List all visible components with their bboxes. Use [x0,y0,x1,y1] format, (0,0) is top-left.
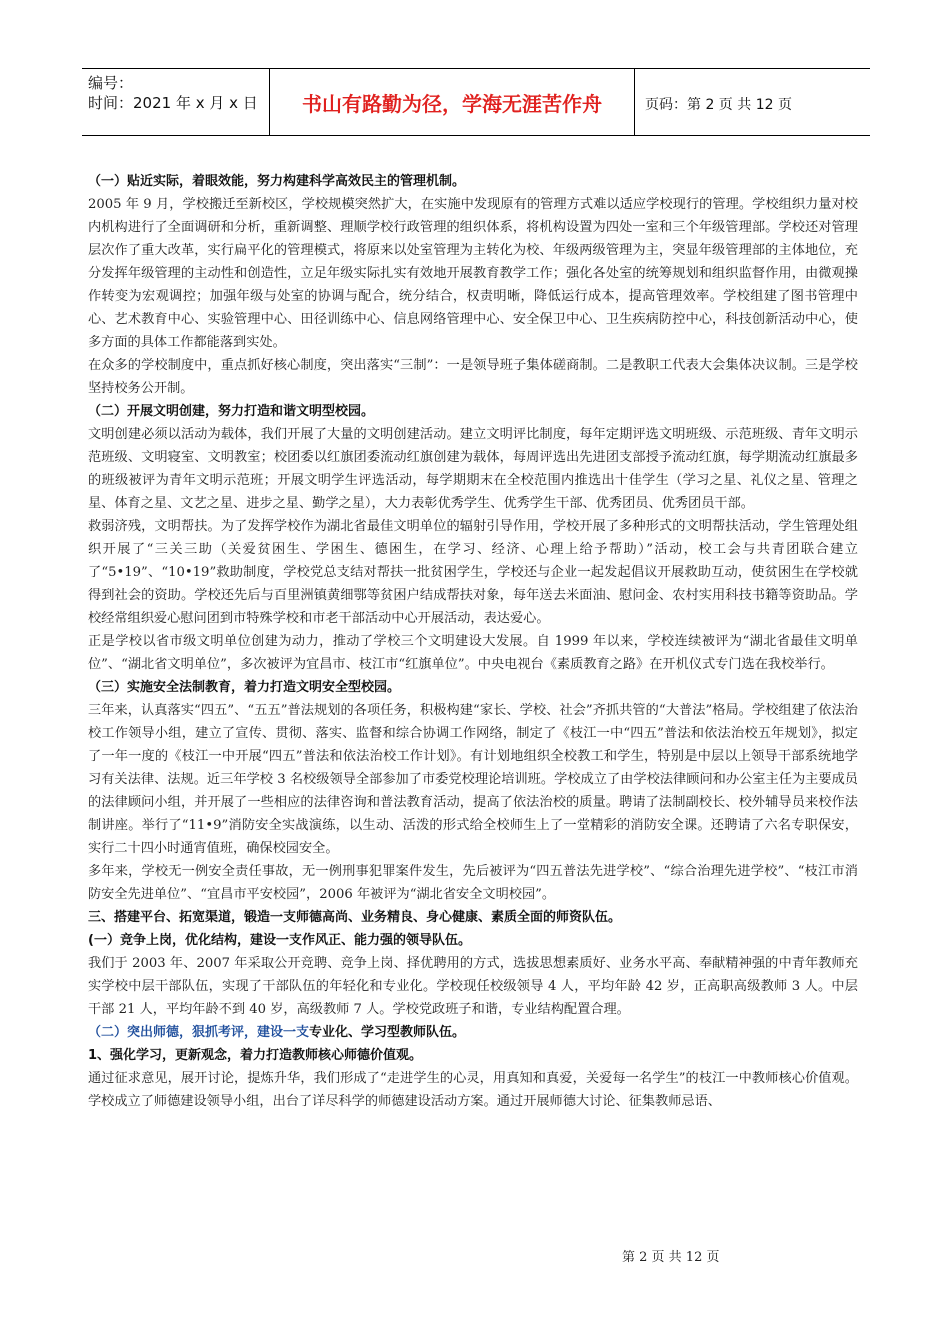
document-body [88,170,858,1113]
section-heading: （三）实施安全法制教育，着力打造文明安全型校园。 [88,680,401,695]
body-paragraph: 我们于 2003 年、2007 年采取公开竞聘、竞争上岗、择优聘用的方式，选拔思想素质好、业务水平高、奉献精神强的中青年教师充实学校中层干部队伍，实现了干部队伍的年轻化和专业化。学校现任校级领导 4 人，平均年龄 42 岁，正高职高级教师 3 人。中层干部 21 人，平均年龄不到 40 岁，高级教师 7 人。学校党政班子和谐，专业结构配置合理。 [88,956,858,1017]
section-heading-blue: （二）突出师德，狠抓考评，建设一支 [88,1025,310,1040]
page-header [82,68,870,136]
section-heading: （二）开展文明创建，努力打造和谐文明型校园。 [88,404,375,419]
section-heading: （一）贴近实际，着眼效能，努力构建科学高效民主的管理机制。 [88,174,466,189]
time-label: 时间：2021 年 x 月 x 日 [88,94,258,112]
header-meta [82,69,270,135]
body-paragraph: 救弱济残，文明帮扶。为了发挥学校作为湖北省最佳文明单位的辐射引导作用，学校开展了多种形式的文明帮扶活动，学生管理处组织开展了“三关三助（关爱贫困生、学困生、德困生，在学习、经济、心理上给予帮助）”活动，校工会与共青团联合建立了“5•19”、“10•19”救助制度，学校党总支结对帮扶一批贫困学生，学校还与企业一起发起倡议开展救助互动，使贫困生在学校就得到社会的资助。学校还先后与百里洲镇黄细鄂等贫困户结成帮扶对象，每年送去米面油、慰问金、农村实用科技书籍等资助品。学校经常组织爱心慰问团到市特殊学校和市老干部活动中心开展活动，表达爱心。 [88,519,858,626]
chapter-heading: 三、搭建平台、拓宽渠道，锻造一支师德高尚、业务精良、身心健康、素质全面的师资队伍。 [88,910,622,925]
section-heading-rest: 专业化、学习型教师队伍。 [309,1025,466,1040]
body-paragraph: 三年来，认真落实“四五”、“五五”普法规划的各项任务，积极构建“家长、学校、社会”齐抓共管的“大普法”格局。学校组建了依法治校工作领导小组，建立了宣传、贯彻、落实、监督和综合协调工作网络，制定了《枝江一中“四五”普法和依法治校五年规划》，拟定了一年一度的《枝江一中开展“四五”普法和依法治校工作计划》。有计划地组织全校教工和学生，特别是中层以上领导干部系统地学习有关法律、法规。近三年学校 3 名校级领导全部参加了市委党校理论培训班。学校成立了由学校法律顾问和办公室主任为主要成员的法律顾问小组，并开展了一些相应的法律咨询和普法教育活动，提高了依法治校的质量。聘请了法制副校长、校外辅导员来校作法制讲座。举行了“11•9”消防安全实战演练，以生动、活泼的形式给全校师生上了一堂精彩的消防安全课。还聘请了六名专职保安，实行二十四小时通宵值班，确保校园安全。 [88,703,858,856]
body-paragraph: 通过征求意见，展开讨论，提炼升华，我们形成了“走进学生的心灵，用真知和真爱，关爱每一名学生”的枝江一中教师核心价值观。学校成立了师德建设领导小组，出台了详尽科学的师德建设活动方案。通过开展师德大讨论、征集教师忌语、 [88,1071,858,1109]
header-page-label: 页码：第 2 页 共 12 页 [645,97,792,113]
code-label: 编号： [88,74,134,92]
header-motto: 书山有路勤为径，学海无涯苦作舟 [270,69,635,135]
body-paragraph: 多年来，学校无一例安全责任事故，无一例刑事犯罪案件发生，先后被评为“四五普法先进学校”、“综合治理先进学校”、“枝江市消防安全先进单位”、“宜昌市平安校园”，2006 年被评为“湖北省安全文明校园”。 [88,864,858,902]
section-heading [88,1021,858,1044]
page-footer: 第 2 页 共 12 页 [622,1250,720,1265]
body-paragraph: 在众多的学校制度中，重点抓好核心制度，突出落实“三制”：一是领导班子集体磋商制。二是教职工代表大会集体决议制。三是学校坚持校务公开制。 [88,358,858,396]
body-paragraph: 2005 年 9 月，学校搬迁至新校区，学校规模突然扩大，在实施中发现原有的管理方式难以适应学校现行的管理。学校组织力量对校内机构进行了全面调研和分析，重新调整、理顺学校行政管理的组织体系，将机构设置为四处一室和三个年级管理部。学校还对管理层次作了重大改革，实行扁平化的管理模式，将原来以处室管理为主转化为校、年级两级管理为主，突显年级管理部的主体地位，充分发挥年级管理的主动性和创造性，立足年级实际扎实有效地开展教育教学工作；强化各处室的统筹规划和组织监督作用，由微观操作转变为宏观调控；加强年级与处室的协调与配合，统分结合，权责明晰，降低运行成本，提高管理效率。学校组建了图书管理中心、艺术教育中心、实验管理中心、田径训练中心、信息网络管理中心、安全保卫中心、卫生疾病防控中心，科技创新活动中心，使多方面的具体工作都能落到实处。 [88,197,858,350]
section-heading: (一）竞争上岗，优化结构，建设一支作风正、能力强的领导队伍。 [88,933,471,948]
body-paragraph: 正是学校以省市级文明单位创建为动力，推动了学校三个文明建设大发展。自 1999 年以来，学校连续被评为“湖北省最佳文明单位”、“湖北省文明单位”，多次被评为宜昌市、枝江市“红旗单位”。中央电视台《素质教育之路》在开机仪式专门选在我校举行。 [88,634,858,672]
body-paragraph: 文明创建必须以活动为载体，我们开展了大量的文明创建活动。建立文明评比制度，每年定期评选文明班级、示范班级、青年文明示范班级、文明寝室、文明教室；校团委以红旗团委流动红旗创建为载体，每周评选出先进团支部授予流动红旗，每学期流动红旗最多的班级被评为青年文明示范班；开展文明学生评选活动，每学期期末在全校范围内推选出十佳学生（学习之星、礼仪之星、管理之星、体育之星、文艺之星、进步之星、勤学之星），大力表彰优秀学生、优秀学生干部、优秀团员、优秀团员干部。 [88,427,858,511]
subsection-heading: 1、强化学习，更新观念，着力打造教师核心师德价值观。 [88,1048,423,1063]
